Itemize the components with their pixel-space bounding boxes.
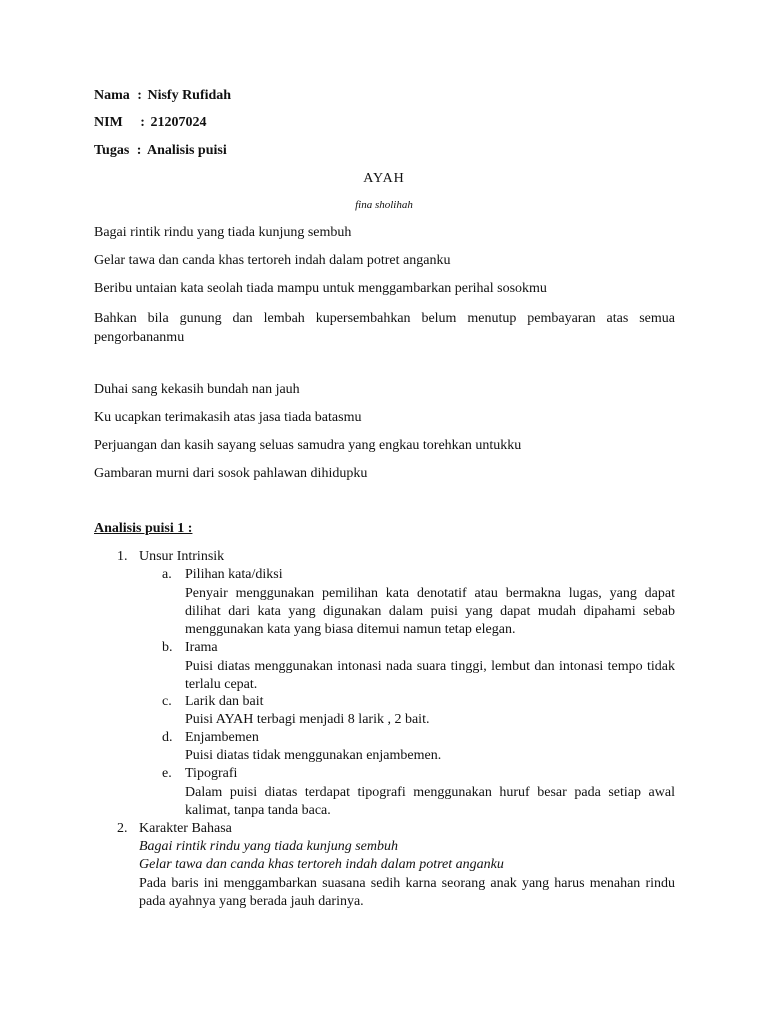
sub-title: Larik dan bait — [185, 694, 264, 709]
nama-separator: : — [137, 88, 142, 103]
tugas-label: Tugas — [94, 143, 130, 158]
poem-line: Bahkan bila gunung dan lembah kupersembahkan belum menutup pembayaran atas semua pengorbananmu — [94, 311, 675, 345]
sub-title: Irama — [185, 640, 218, 655]
sub-letter: e. — [162, 766, 172, 781]
nim-line — [94, 115, 206, 131]
tugas-separator: : — [136, 143, 142, 158]
sub-letter: b. — [162, 640, 173, 655]
sub-title: Pilihan kata/diksi — [185, 567, 283, 582]
quote-line: Gelar tawa dan canda khas tertoreh indah dalam potret anganku — [139, 857, 504, 872]
poem-line: Gelar tawa dan canda khas tertoreh indah dalam potret anganku — [94, 253, 451, 268]
nama-line — [94, 88, 231, 104]
poem-line: Ku ucapkan terimakasih atas jasa tiada batasmu — [94, 410, 362, 425]
sub-body: Puisi diatas tidak menggunakan enjambemen. — [185, 748, 442, 763]
sub-letter: c. — [162, 694, 172, 709]
sub-body: Dalam puisi diatas terdapat tipografi menggunakan huruf besar pada setiap awal kalimat, tanpa tanda baca. — [185, 785, 675, 818]
tugas-line — [94, 143, 227, 159]
nama-label: Nama — [94, 88, 130, 103]
tugas-value: Analisis puisi — [146, 143, 227, 158]
poem-author: fina sholihah — [355, 199, 413, 211]
list-item-title: Unsur Intrinsik — [139, 549, 225, 564]
list-item-title: Karakter Bahasa — [139, 821, 232, 836]
poem-line: Bagai rintik rindu yang tiada kunjung sembuh — [94, 225, 352, 240]
poem-line: Beribu untaian kata seolah tiada mampu untuk menggambarkan perihal sosokmu — [94, 281, 547, 296]
sub-letter: a. — [162, 567, 172, 582]
poem-title: AYAH — [363, 171, 405, 186]
nama-value: Nisfy Rufidah — [147, 88, 232, 103]
sub-title: Tipografi — [185, 766, 238, 781]
nim-value: 21207024 — [150, 115, 207, 130]
quote-line: Bagai rintik rindu yang tiada kunjung sembuh — [139, 839, 398, 854]
analysis-heading: Analisis puisi 1 : — [94, 521, 193, 536]
sub-letter: d. — [162, 730, 173, 745]
sub-title: Enjambemen — [185, 730, 259, 745]
item-body: Pada baris ini menggambarkan suasana sedih karna seorang anak yang harus menahan rindu pada ayahnya yang berada jauh darinya. — [139, 876, 675, 909]
sub-body: Puisi diatas menggunakan intonasi nada suara tinggi, lembut dan intonasi tempo tidak terlalu cepat. — [185, 659, 675, 692]
nim-label: NIM — [94, 115, 123, 130]
list-number: 1. — [117, 549, 128, 564]
poem-line: Duhai sang kekasih bundah nan jauh — [94, 382, 300, 397]
list-number: 2. — [117, 821, 128, 836]
sub-body: Puisi AYAH terbagi menjadi 8 larik , 2 bait. — [185, 712, 430, 727]
poem-line: Gambaran murni dari sosok pahlawan dihidupku — [94, 466, 368, 481]
poem-line: Perjuangan dan kasih sayang seluas samudra yang engkau torehkan untukku — [94, 438, 522, 453]
nim-separator: : — [140, 115, 145, 130]
sub-body: Penyair menggunakan pemilihan kata denotatif atau bermakna lugas, yang dapat dilihat dari kata yang digunakan dalam puisi yang dapat mudah dipahami sebab menggunakan kata yang biasa ditemui namun tetap elegan. — [185, 586, 675, 637]
